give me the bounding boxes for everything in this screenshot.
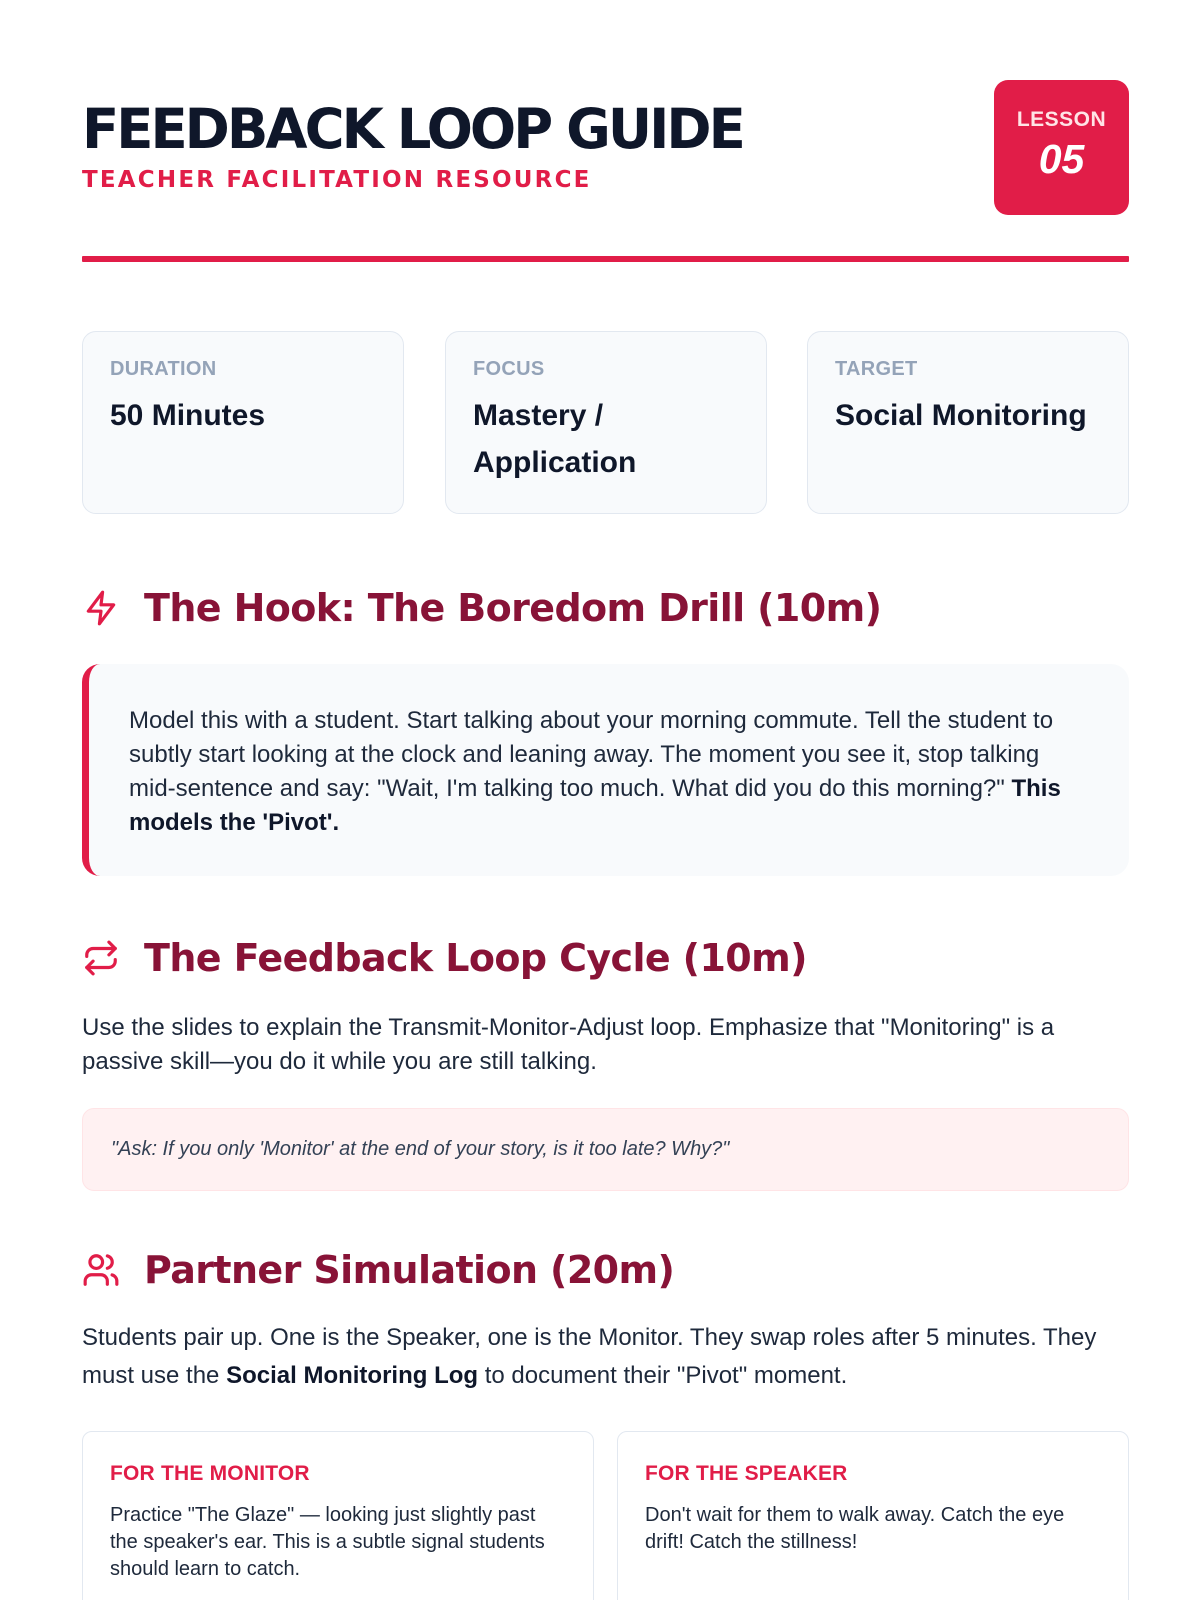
meta-label: TARGET (835, 358, 918, 380)
section-title: Partner Simulation (20m) (144, 1248, 675, 1292)
partner-body (82, 1319, 1129, 1395)
lesson-number: 05 (1038, 136, 1085, 182)
role-label: FOR THE MONITOR (110, 1462, 310, 1485)
role-label: FOR THE SPEAKER (645, 1462, 848, 1485)
hook-callout (82, 664, 1129, 876)
hook-body-emphasis: This models the 'Pivot'. (129, 775, 1061, 836)
page-subtitle: TEACHER FACILITATION RESOURCE (82, 167, 592, 193)
page-title: FEEDBACK LOOP GUIDE (82, 97, 743, 161)
header-divider (82, 256, 1129, 262)
hook-body: Model this with a student. Start talking about your morning commute. Tell the student to subtly start looking at the clock and leaning away. The moment you see it, stop talking mid-sentence and say: "Wait, I'm talking too much. What did you do this morning?" (129, 707, 1054, 802)
meta-value: Mastery / Application (473, 399, 637, 479)
partner-body-emphasis: Social Monitoring Log (226, 1362, 479, 1389)
partner-body-start: Students pair up. One is the Speaker, one is the Monitor. They swap roles after 5 minutes. They must use the (82, 1324, 1097, 1389)
role-card-monitor (82, 1431, 594, 1600)
section-partner-heading (82, 1242, 674, 1298)
meta-label: DURATION (110, 358, 217, 380)
meta-value: 50 Minutes (110, 399, 266, 432)
partner-body-end: to document their "Pivot" moment. (484, 1362, 848, 1389)
role-text: Practice "The Glaze" — looking just slightly past the speaker's ear. This is a subtle signal students should learn to catch. (110, 1504, 545, 1580)
role-text: Don't wait for them to walk away. Catch the eye drift! Catch the stillness! (645, 1504, 1065, 1553)
section-title: The Feedback Loop Cycle (10m) (144, 936, 807, 980)
role-card-speaker (617, 1431, 1129, 1600)
meta-card-focus (445, 331, 767, 514)
meta-value: Social Monitoring (835, 399, 1087, 432)
lightning-icon (82, 589, 120, 627)
meta-card-duration (82, 331, 404, 514)
section-title: The Hook: The Boredom Drill (10m) (144, 586, 882, 630)
lesson-label: LESSON (1016, 108, 1107, 131)
section-hook-heading (82, 580, 881, 636)
cycle-question: "Ask: If you only 'Monitor' at the end of your story, is it too late? Why?" (111, 1138, 730, 1160)
users-icon (82, 1251, 120, 1289)
lesson-badge (994, 80, 1129, 215)
cycle-body: Use the slides to explain the Transmit-Monitor-Adjust loop. Emphasize that "Monitoring" is a passive skill—you do it while you are still talking. (82, 1014, 1055, 1075)
page-header (82, 80, 1129, 230)
meta-label: FOCUS (473, 358, 545, 380)
cycle-question-callout (82, 1108, 1129, 1191)
section-cycle-heading (82, 930, 807, 986)
meta-card-target (807, 331, 1129, 514)
repeat-icon (82, 939, 120, 977)
